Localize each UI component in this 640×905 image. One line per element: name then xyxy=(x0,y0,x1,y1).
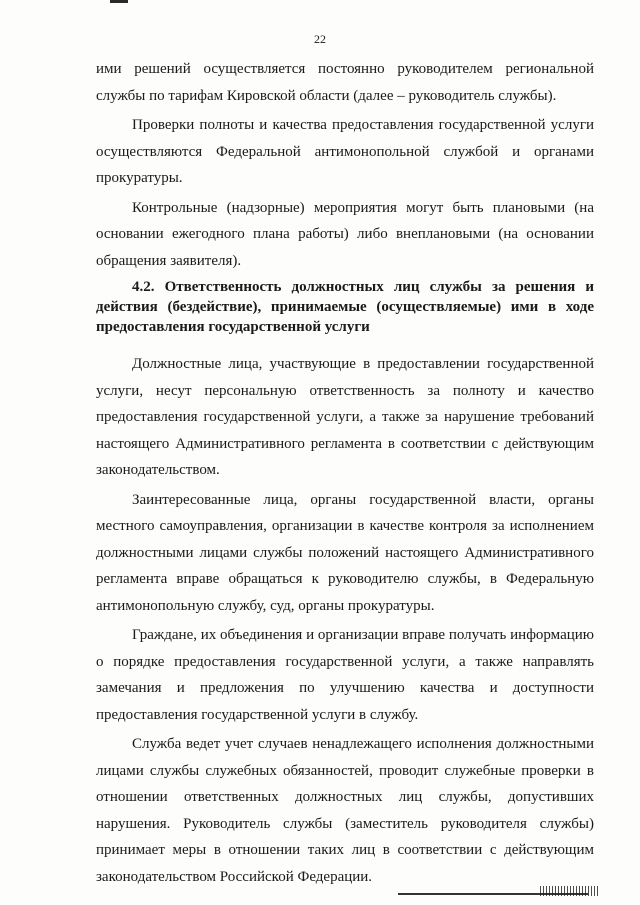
page-number: 22 xyxy=(314,32,326,46)
paragraph-interested-parties: Заинтересованные лица, органы государственной власти, органы местного самоуправления, организации в качестве контроля за исполнением должностными лицами службы положений настоящего Административного регламента вправе обращаться к руководителю службы, в Федеральную антимонопольную службу, суд, органы прокуратуры. xyxy=(96,491,594,614)
section-heading-4-2: 4.2. Ответственность должностных лиц службы за решения и действия (бездействие), принимаемые (осуществляемые) ими в ходе предоставления государственной услуги xyxy=(96,279,594,335)
paragraph-control-measures: Контрольные (надзорные) мероприятия могут быть плановыми (на основании ежегодного плана работы) либо внеплановыми (на основании обращения заявителя). xyxy=(96,199,594,269)
document-body xyxy=(96,56,594,893)
scan-artifact-top xyxy=(110,0,128,3)
paragraph-continuation: ими решений осуществляется постоянно руководителем региональной службы по тарифам Кировской области (далее – руководитель службы). xyxy=(96,61,594,104)
paragraph-officials-responsibility: Должностные лица, участвующие в предоставлении государственной услуги, несут персональную ответственность за полноту и качество предоставления государственной услуги, а также за нарушение требований настоящего Административного регламента в соответствии с действующим законодательством. xyxy=(96,356,594,478)
paragraph-inspections: Проверки полноты и качества предоставления государственной услуги осуществляются Федеральной антимонопольной службой и органами прокуратуры. xyxy=(96,117,594,186)
scan-artifact-bottom-ticks xyxy=(540,886,600,896)
paragraph-service-records: Служба ведет учет случаев ненадлежащего исполнения должностными лицами службы служебных обязанностей, проводит служебные проверки в отношении ответственных должностных лиц службы, допустивших нарушения. Руководитель службы (заместитель руководителя службы) принимает меры в отношении таких лиц в соответствии с действующим законодательством Российской Федерации. xyxy=(96,736,594,885)
paragraph-citizens: Граждане, их объединения и организации вправе получать информацию о порядке предоставления государственной услуги, а также направлять замечания и предложения по улучшению качества и доступности предоставления государственной услуги в службу. xyxy=(96,627,594,723)
